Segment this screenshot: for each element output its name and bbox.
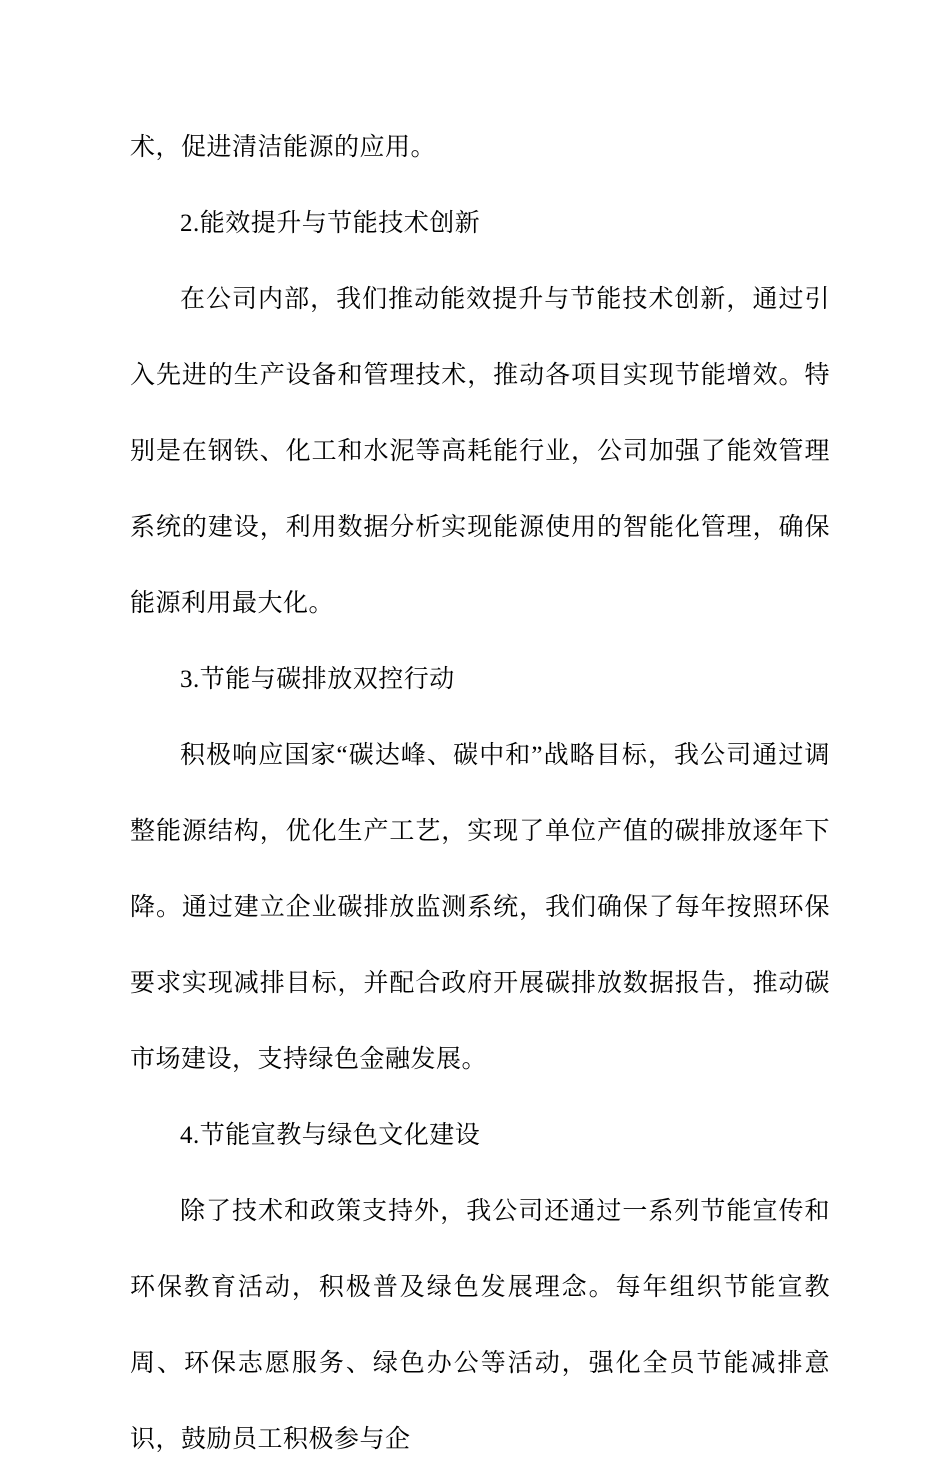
paragraph-energy-efficiency: 在公司内部，我们推动能效提升与节能技术创新，通过引入先进的生产设备和管理技术，推动各项目实现节能增效。特别是在钢铁、化工和水泥等高耗能行业，公司加强了能效管理系统的建设，利用数据分析实现能源使用的智能化管理，确保能源利用最大化。 bbox=[130, 286, 830, 617]
paragraph-green-culture: 除了技术和政策支持外，我公司还通过一系列节能宣传和环保教育活动，积极普及绿色发展理念。每年组织节能宣教周、环保志愿服务、绿色办公等活动，强化全员节能减排意识，鼓励员工积极参与企 bbox=[130, 1198, 830, 1453]
section-heading-4: 4.节能宣教与绿色文化建设 bbox=[180, 1122, 481, 1149]
paragraph-continuation: 术，促进清洁能源的应用。 bbox=[130, 134, 437, 161]
document-body bbox=[130, 110, 830, 1478]
paragraph-carbon-control: 积极响应国家“碳达峰、碳中和”战略目标，我公司通过调整能源结构，优化生产工艺，实现了单位产值的碳排放逐年下降。通过建立企业碳排放监测系统，我们确保了每年按照环保要求实现减排目标，并配合政府开展碳排放数据报告，推动碳市场建设，支持绿色金融发展。 bbox=[130, 742, 830, 1073]
section-heading-2: 2.能效提升与节能技术创新 bbox=[180, 210, 481, 237]
section-heading-3: 3.节能与碳排放双控行动 bbox=[180, 666, 455, 693]
